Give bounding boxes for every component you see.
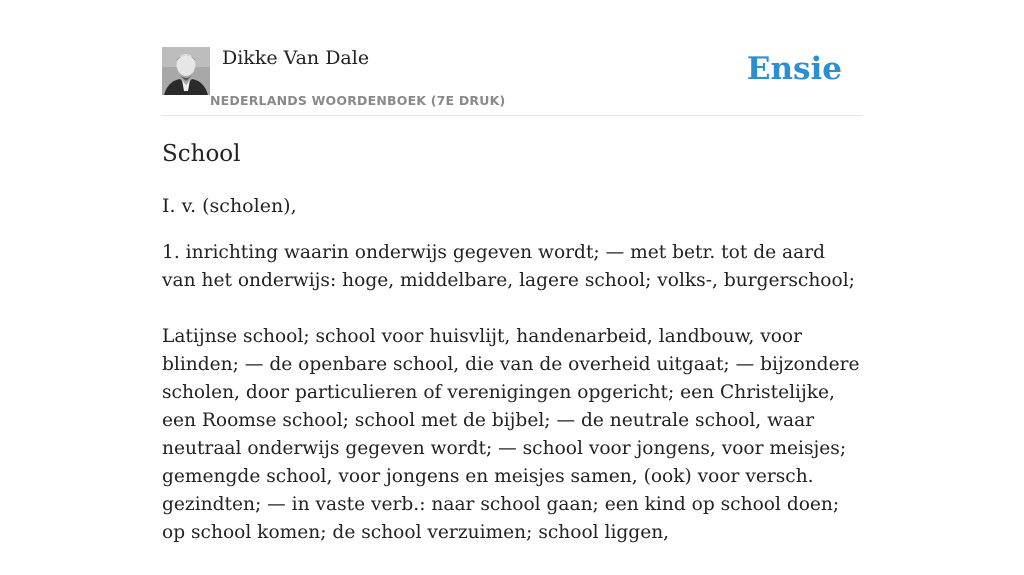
source-name[interactable]: Dikke Van Dale — [222, 47, 370, 69]
entry-title: School — [162, 141, 241, 167]
definition-paragraph: Latijnse school; school voor huisvlijt, handenarbeid, landbouw, voor blinden; — de openbare school, die van de overheid uitgaat; — bijzondere scholen, door particulieren of verenigingen opgericht; een Christelijke, een Roomse school; school met de bijbel; — de neutrale school, waar neutraal onderwijs gegeven wordt; — school voor jongens, voor meisjes; gemengde school, voor jongens en meisjes samen, (ook) voor versch. gezindten; — in vaste verb.: naar school gaan; een kind op school doen; op school komen; de school verzuimen; school liggen, — [162, 326, 860, 543]
entry-grammar-head: I. v. (scholen), — [162, 195, 297, 217]
source-subtitle: NEDERLANDS WOORDENBOEK (7E DRUK) — [210, 93, 506, 108]
entry-definition — [162, 239, 862, 575]
brand-logo-link[interactable]: Ensie — [746, 51, 842, 87]
source-avatar[interactable] — [162, 47, 210, 95]
portrait-icon — [162, 47, 210, 95]
header — [162, 0, 862, 116]
content-container — [162, 0, 862, 543]
definition-paragraph: 1. inrichting waarin onderwijs gegeven wordt; — met betr. tot de aard van het onderwijs: hoge, middelbare, lagere school; volks-, burgerschool; — [162, 242, 855, 291]
